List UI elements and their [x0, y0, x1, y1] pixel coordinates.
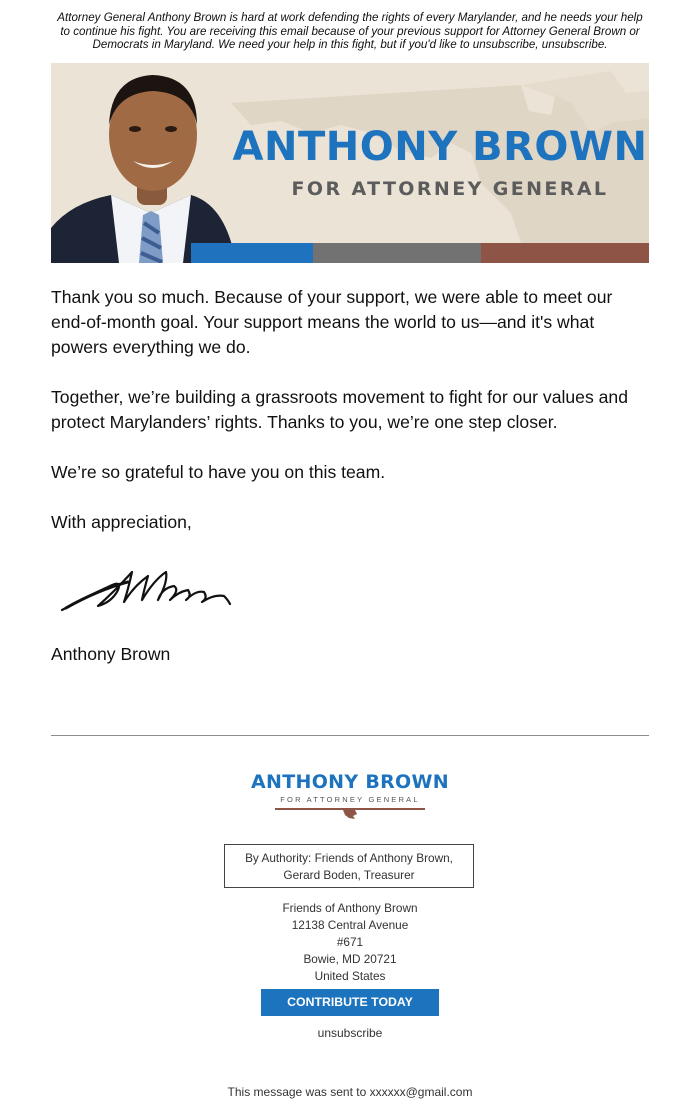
address-city: Bowie, MD 20721 [303, 952, 397, 966]
footer-logo [240, 770, 460, 820]
banner-stripe-blue [191, 243, 313, 263]
banner-stripe-brown [481, 243, 649, 263]
preheader-text: Attorney General Anthony Brown is hard at work defending the rights of every Marylander, and he needs your help to continue his fight. You are receiving this email because of your previous support for Attorney General Brown or Democrats in Maryland. We need your help in this fight, but if you'd like to unsubscribe, [57, 11, 643, 52]
address-country: United States [314, 969, 386, 983]
mailing-address [200, 900, 500, 985]
contribute-today-button[interactable]: CONTRIBUTE TODAY [261, 989, 439, 1016]
maryland-flag-icon [275, 806, 425, 820]
signer-name: Anthony Brown [51, 644, 171, 664]
banner-stripe-gray [313, 243, 481, 263]
footer-logo-subtitle: FOR ATTORNEY GENERAL [280, 795, 420, 804]
letter-paragraph-2: Together, we’re building a grassroots movement to fight for our values and protect Marylanders’ rights. Thanks to you, we’re one step closer. [51, 387, 629, 432]
banner-subtitle: FOR ATTORNEY GENERAL [291, 178, 609, 200]
preheader-unsubscribe-link[interactable]: unsubscribe. [541, 38, 608, 52]
letter-closing: With appreciation, [51, 512, 192, 532]
header-banner [51, 63, 649, 263]
address-suite: #671 [336, 935, 364, 949]
footer-unsubscribe-link[interactable]: unsubscribe [317, 1026, 383, 1040]
signature-icon [58, 560, 238, 620]
letter-paragraph-3: We’re so grateful to have you on this team. [51, 462, 386, 482]
footer-logo-title: ANTHONY BROWN [251, 771, 449, 793]
banner-title: ANTHONY BROWN [232, 124, 648, 170]
letter-paragraph-1: Thank you so much. Because of your support, we were able to meet our end-of-month goal. Your support means the world to us—and it's what powers everything we do. [51, 287, 613, 357]
authority-line-2: Gerard Boden, Treasurer [283, 868, 415, 882]
paid-for-by-box [224, 844, 474, 888]
footer-divider [51, 735, 649, 736]
authority-line-1: By Authority: Friends of Anthony Brown, [245, 851, 453, 865]
address-org: Friends of Anthony Brown [282, 901, 418, 915]
sent-to-notice: This message was sent to xxxxxx@gmail.com [227, 1085, 473, 1099]
preheader [52, 11, 648, 52]
address-street: 12138 Central Avenue [291, 918, 409, 932]
candidate-portrait [51, 63, 251, 263]
